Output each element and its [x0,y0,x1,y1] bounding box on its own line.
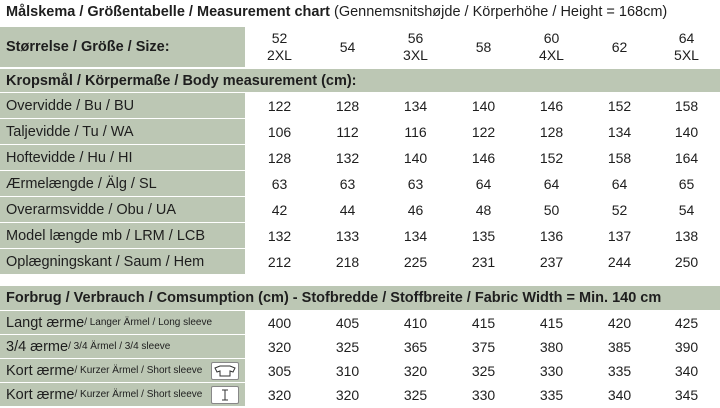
fabric-row-label-translations: / Langer Ärmel / Long sleeve [84,317,213,328]
size-number: 64 [678,30,695,46]
body-value-cell: 140 [654,119,719,144]
body-value-cell: 122 [246,93,313,118]
body-value-cell: 244 [586,249,653,274]
fabric-value-cell: 325 [314,335,381,358]
size-cell [314,27,381,67]
fabric-value-cell: 385 [586,335,653,358]
fabric-value-cell: 320 [246,383,313,406]
fabric-value-cell: 335 [586,359,653,382]
size-letter: 4XL [539,47,564,63]
size-number: 56 [407,30,424,46]
fabric-value-cell: 310 [314,359,381,382]
size-letter: 3XL [403,47,428,63]
body-value-cell: 65 [654,171,719,196]
body-value-cell: 52 [586,197,653,222]
fabric-value-cell: 305 [246,359,313,382]
body-value-cell: 132 [314,145,381,170]
fabric-value-cell: 400 [246,311,313,334]
body-value-cell: 237 [518,249,585,274]
body-value-cell: 128 [246,145,313,170]
size-cell [518,27,585,67]
fabric-value-cell: 340 [586,383,653,406]
body-value-cell: 158 [654,93,719,118]
body-value-cell: 46 [382,197,449,222]
body-value-cell: 140 [450,93,517,118]
fabric-row-label-main: Kort ærme [6,362,75,379]
body-value-cell: 134 [382,93,449,118]
body-measurement-heading: Kropsmål / Körpermaße / Body measurement (cm): [0,69,720,92]
body-value-cell: 63 [314,171,381,196]
fabric-value-cell: 320 [382,359,449,382]
body-value-cell: 42 [246,197,313,222]
fabric-value-cell: 415 [450,311,517,334]
fabric-value-cell: 375 [450,335,517,358]
body-value-cell: 250 [654,249,719,274]
body-value-cell: 128 [518,119,585,144]
body-value-cell: 146 [450,145,517,170]
fabric-row-label [0,359,245,382]
fabric-value-cell: 340 [654,359,719,382]
size-number: 58 [475,38,492,55]
size-letter: 5XL [674,47,699,63]
body-value-cell: 128 [314,93,381,118]
size-cell [382,27,449,67]
body-value-cell: 138 [654,223,719,248]
fabric-value-cell: 415 [518,311,585,334]
chart-title-sub: (Gennemsnitshøjde / Körperhöhe / Height = 168cm) [333,4,668,20]
fabric-row-label-main: Kort ærme [6,386,75,403]
fabric-row-label-translations: / Kurzer Ärmel / Short sleeve [74,389,203,400]
body-row-label: Oplægningskant / Saum / Hem [0,249,245,274]
size-letter: 2XL [267,47,292,63]
size-header-label: Størrelse / Größe / Size: [0,27,245,67]
fabric-value-cell: 425 [654,311,719,334]
fabric-row-label-main: 3/4 ærme [6,338,69,355]
fabric-value-cell: 410 [382,311,449,334]
body-value-cell: 116 [382,119,449,144]
size-cell [246,27,313,67]
body-value-cell: 146 [518,93,585,118]
fabric-value-cell: 330 [450,383,517,406]
body-value-cell: 158 [586,145,653,170]
body-value-cell: 106 [246,119,313,144]
body-value-cell: 133 [314,223,381,248]
body-value-cell: 132 [246,223,313,248]
body-value-cell: 212 [246,249,313,274]
body-value-cell: 218 [314,249,381,274]
body-row-label: Hoftevidde / Hu / HI [0,145,245,170]
fabric-value-cell: 325 [382,383,449,406]
body-value-cell: 137 [586,223,653,248]
body-value-cell: 50 [518,197,585,222]
chart-title-main: Målskema / Größentabelle / Measurement chart [6,4,330,20]
body-value-cell: 134 [586,119,653,144]
fabric-value-cell: 320 [314,383,381,406]
body-value-cell: 44 [314,197,381,222]
fabric-value-cell: 380 [518,335,585,358]
fabric-value-cell: 335 [518,383,585,406]
fabric-value-cell: 420 [586,311,653,334]
fabric-value-cell: 320 [246,335,313,358]
size-number: 54 [339,38,356,55]
body-row-label: Model længde mb / LRM / LCB [0,223,245,248]
body-value-cell: 231 [450,249,517,274]
body-value-cell: 134 [382,223,449,248]
size-cell [586,27,653,67]
short-sleeve-side-icon [211,386,239,404]
body-value-cell: 64 [586,171,653,196]
body-row-label: Ærmelængde / Älg / SL [0,171,245,196]
body-value-cell: 136 [518,223,585,248]
body-row-label: Overvidde / Bu / BU [0,93,245,118]
fabric-value-cell: 365 [382,335,449,358]
body-row-label: Overarmsvidde / Obu / UA [0,197,245,222]
size-number: 60 [543,30,560,46]
body-value-cell: 112 [314,119,381,144]
short-sleeve-front-icon [211,362,239,380]
fabric-value-cell: 405 [314,311,381,334]
body-value-cell: 64 [450,171,517,196]
body-value-cell: 63 [246,171,313,196]
body-row-label: Taljevidde / Tu / WA [0,119,245,144]
fabric-value-cell: 390 [654,335,719,358]
fabric-row-label [0,335,245,358]
fabric-row-label-main: Langt ærme [6,314,85,331]
body-value-cell: 152 [586,93,653,118]
size-number: 62 [611,38,628,55]
body-value-cell: 225 [382,249,449,274]
size-cell [450,27,517,67]
fabric-value-cell: 325 [450,359,517,382]
fabric-value-cell: 345 [654,383,719,406]
body-value-cell: 63 [382,171,449,196]
size-cell [654,27,719,67]
fabric-consumption-heading: Forbrug / Verbrauch / Comsumption (cm) - Stofbredde / Stoffbreite / Fabric Width = Min. 140 cm [0,286,720,310]
body-value-cell: 140 [382,145,449,170]
body-value-cell: 135 [450,223,517,248]
fabric-row-label-translations: / Kurzer Ärmel / Short sleeve [74,365,203,376]
body-value-cell: 64 [518,171,585,196]
body-value-cell: 122 [450,119,517,144]
fabric-row-label [0,311,245,334]
size-number: 52 [271,30,288,46]
fabric-row-label-translations: / 3/4 Ärmel / 3/4 sleeve [68,341,171,352]
fabric-row-label [0,383,245,406]
body-value-cell: 54 [654,197,719,222]
body-value-cell: 48 [450,197,517,222]
chart-title [6,4,667,20]
body-value-cell: 152 [518,145,585,170]
fabric-value-cell: 330 [518,359,585,382]
body-value-cell: 164 [654,145,719,170]
